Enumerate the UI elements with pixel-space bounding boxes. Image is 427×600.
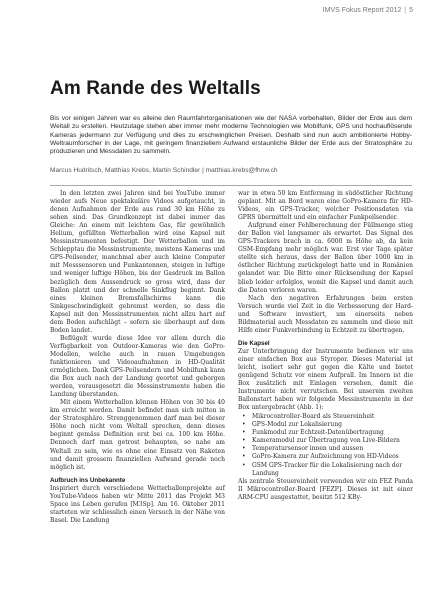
article-title: Am Rande des Weltalls [50, 78, 261, 99]
paragraph: Als zentrale Steuereinheit verwenden wir ein FEZ Panda II Mikrocontroller-Board [FEZP]. Dieses ist mit einer ARM-CPU ausgestattet, besitzt 512 KBy- [238, 477, 413, 501]
bullet-icon: • [242, 421, 246, 429]
list-item-text: Mikrocontroller-Board als Steuereinheit [252, 413, 375, 421]
paragraph: Zur Unterbringung der Instrumente bedienen wir uns einer einfachen Box aus Styropor. Dieses Material ist leicht, isoliert sehr gut gegen die Kälte und bietet genügend Schutz vor einem Aufprall. Im Innern ist die Box zusätzlich mit Einlagen versehen, damit die Instrumente nicht verrutschen. Bei unserem zweiten Ballonstart haben wir folgende Messinstrumente in der Box untergebracht (Abb. 1): [238, 347, 413, 412]
paragraph: Inspiriert durch verschiedene Wetterballonprojekte auf YouTube-Videos haben wir Mitte 2011 das Projekt M3 Space ins Leben gerufen [M3Sp]. Am 16. Oktober 2011 starteten wir schliesslich einen Versuch in der Nähe von Basel. Die Landung [50, 484, 225, 524]
section-heading: Die Kapsel [238, 339, 270, 347]
article-authors: Marcus Hudritsch, Matthias Krebs, Martin Schindler | matthias.krebs@fhnw.ch [50, 167, 278, 174]
list-item-text: GPS-Modul zur Lokalisierung [252, 421, 342, 429]
list-item [238, 429, 413, 437]
paragraph: Beflügelt wurde diese Idee vor allem durch die Verfügbarkeit von Outdoor-Kameras wie den GoPro-Modellen, welche auch in rauen Umgebungen funktionieren und Videoaufnahmen in HD-Qualität ermöglichen. Dank GPS-Peilsendern und Mobilfunk kann die Box auch nach der Landung geortet und geborgen werden, vorausgesetzt die Messinstrumente haben die Landung überstanden. [50, 334, 225, 399]
page-number: 5 [409, 7, 413, 14]
instrument-list [238, 413, 413, 477]
list-item-text: GoPro-Kamera zur Aufzeichnung von HD-Videos [252, 453, 399, 461]
paragraph: Aufgrund einer Fehlberechnung der Füllmenge stieg der Ballon viel langsamer als erwartet. Das Signal des GPS-Trackers brach in ca. 6000 m Höhe ab, da kein GSM-Empfang mehr möglich war. Erst vier Tage später stellte sich heraus, dass der Ballon über 1000 km in östlicher Richtung zurückgelegt hatte und in Rumänien gelandet war. Die Bitte einer Rücksendung der Kapsel blieb leider erfolglos, womit die Kapsel und damit auch die Daten verloren waren. [238, 222, 413, 294]
article-lead: Bis vor einigen Jahren war es alleine den Raumfahrtorganisationen wie der NASA vorbehalten, Bilder der Erde aus dem Weltall zu erstellen. Heutzutage stehen aber immer mehr moderne Technologien wie Mobilfunk, GPS und hochauflösende Kameras jedermann zur Verfügung und dies zu erschwinglichen Preisen. Deshalb sind nun auch ambitionierte Hobby-Weltraumforscher in der Lage, mit geringem finanziellem Aufwand erstaunliche Bilder der Erde aus der Stratosphäre zu produzieren und Messdaten zu sammeln. [50, 115, 412, 156]
divider [50, 185, 412, 186]
bullet-icon: • [242, 461, 246, 469]
bullet-icon: • [242, 445, 246, 453]
list-item [238, 453, 413, 461]
paragraph: Mit einem Wetterballon können Höhen von 30 bis 40 km erreicht werden. Damit befindet man sich mitten in der Stratosphäre. Strenggenommen darf man bei dieser Höhe noch nicht vom Weltall sprechen, denn dieses beginnt gemäss Definition erst bei ca. 100 km Höhe. Dennoch darf man getrost behaupten, so nahe am Weltall zu sein, wie es ohne eine Einsatz von Raketen und damit grossem finanziellen Aufwand gerade noch möglich ist. [50, 399, 225, 471]
list-item-text: Funkmodul zur Echtzeit-Datenübertragung [252, 429, 384, 437]
section-heading: Aufbruch ins Unbekannte [50, 476, 126, 484]
list-item [238, 413, 413, 421]
publication-name: IMVS Fokus Report 2012 [322, 7, 402, 14]
list-item [238, 462, 413, 478]
bullet-icon: • [242, 453, 246, 461]
list-item-text: Kameramodul zur Übertragung von Live-Bildern [252, 437, 400, 445]
list-item [238, 445, 413, 453]
paragraph: war in etwa 50 km Entfernung in südöstlicher Richtung geplant. Mit an Bord waren eine GoPro-Kamera für HD-Videos, ein GPS-Tracker, welcher Positionsdaten via GPRS übermittelt und ein einfacher Funkpeilsender. [238, 190, 413, 222]
list-item [238, 421, 413, 429]
list-item-text: Temperatursensor innen und aussen [252, 445, 364, 453]
paragraph: Nach den negativen Erfahrungen beim ersten Versuch wurde viel Zeit in die Verbesserung der Hard- und Software investiert, um einerseits neben Bildmaterial auch Messdaten zu sammeln und diese mit Hilfe einer Funkverbindung in Echtzeit zu übertragen. [238, 294, 413, 334]
list-item-text: GSM GPS-Tracker für die Lokalisierung nach der Landung [252, 461, 403, 477]
page-header [323, 7, 413, 14]
header-separator: | [404, 7, 407, 14]
bullet-icon: • [242, 413, 246, 421]
list-item [238, 437, 413, 445]
paragraph: In den letzten zwei Jahren sind bei YouTube immer wieder aufs Neue spektakuläre Videos aufgetaucht, in denen Aufnahmen der Erde aus rund 30 km Höhe zu sehen sind. Das Grundkonzept ist dabei immer das Gleiche: An einem mit leichtem Gas, für gewöhnlich Helium, gefüllten Wetterballon wird eine Kapsel mit Messinstrumenten befestigt. Der Wetterballon und im Schlepptau die Messinstrumente, meistens Kameras und GPS-Peilsender, manchmal aber auch kleine Computer mit Messsensoren und Funkantennen, steigen in luftige und weniger luftige Höhen, bis der Gasdruck im Ballon bezüglich dem Aussendruck so gross wird, dass der Ballon platzt und der schnelle Sinkflug beginnt. Dank eines kleinen Bremsfallschirms kann die Sinkgeschwindigkeit gebremst werden, so dass die Kapsel mit den Messinstrumenten nicht allzu hart auf dem Boden aufschlägt – sofern sie überhaupt auf dem Boden landet. [50, 190, 225, 334]
bullet-icon: • [242, 437, 246, 445]
right-column [238, 190, 413, 502]
left-column [50, 190, 225, 525]
bullet-icon: • [242, 429, 246, 437]
